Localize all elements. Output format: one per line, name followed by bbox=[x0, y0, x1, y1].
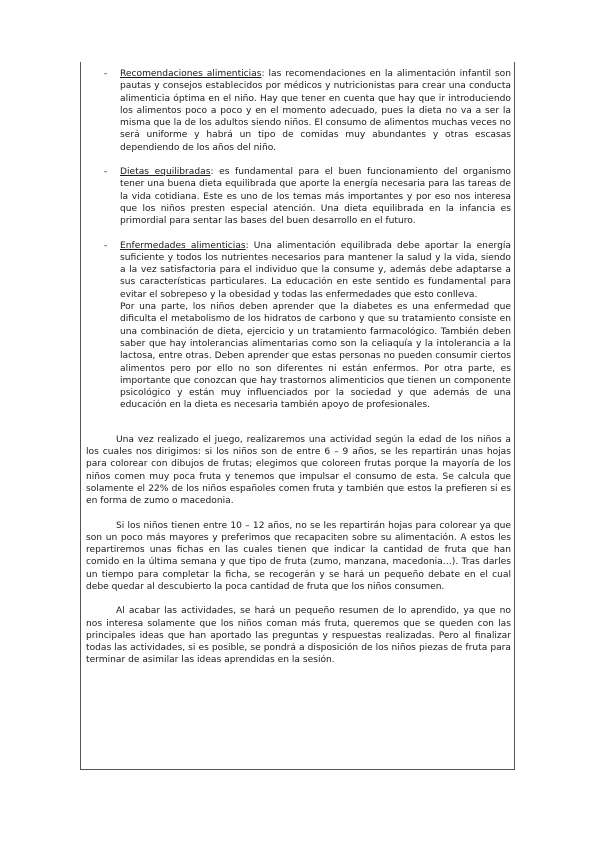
list-dash: - bbox=[104, 69, 108, 79]
paragraph-resumen: Al acabar las actividades, se hará un pequeño resumen de lo aprendido, ya que no nos interesa solamente que los niños coman más fruta, queremos que se queden con las principales ideas que han aportado las preguntas y respuestas realizadas. Pero al finalizar todas las actividades, si es posible, se pondrá a disposición de los niños piezas de fruta para terminar de asimilar las ideas aprendidas en la sesión. bbox=[86, 606, 511, 666]
list-item-body: : las recomendaciones en la alimentación infantil son pautas y consejos establecidos por médicos y nutricionistas para crear una conducta alimenticia óptima en el niño. Hay que tener en cuenta que hay que ir introduciendo los alimentos poco a poco y en el momento adecuado, pues la dieta no va a ser la misma que la de los adultos siendo niños. El consumo de alimentos muchas veces no será uniforme y habrá un tipo de comidas muy abundantes y otras escasas dependiendo de los años del niño. bbox=[120, 69, 511, 153]
list-item-extra: Por una parte, los niños deben aprender que la diabetes es una enfermedad que dificulta el metabolismo de los hidratos de carbono y que su tratamiento consiste en una combinación de dieta, ejercicio y un tratamiento farmacológico. También deben saber que hay intolerancias alimentarias como son la celiaquía y la intolerancia a la lactosa, entre otras. Deben aprender que estas personas no pueden consumir ciertos alimentos pero por ello no son diferentes ni están enfermos. Por otra parte, es importante que conozcan que hay trastornos alimenticios que tienen un componente psicológico y están muy influenciados por la sociedad y que además de una educación en la dieta es necesaria también apoyo de profesionales. bbox=[120, 302, 511, 411]
list-item-term: Enfermedades alimenticias bbox=[120, 240, 246, 251]
list-item-text bbox=[120, 166, 511, 227]
list-item-term: Dietas equilibradas bbox=[120, 167, 211, 178]
list-dash: - bbox=[104, 167, 108, 178]
list-item-body: : Una alimentación equilibrada debe aportar la energía suficiente y todos los nutrientes necesarios para mantener la salud y la vida, siendo a la vez satisfactoria para el individuo que la consume y, además debe adaptarse a sus características particulares. La educación en este sentido es fundamental para evitar el sobrepeso y la obesidad y todas las enfermedades que esto conlleva. bbox=[120, 240, 511, 300]
document-body bbox=[86, 68, 511, 679]
list-item-term: Recomendaciones alimenticias bbox=[120, 69, 262, 79]
list-item-text bbox=[120, 240, 511, 301]
paragraph-actividad-6-9: Una vez realizado el juego, realizaremos una actividad según la edad de los niños a los cuales nos dirigimos: si los niños son de entre 6 – 9 años, se les repartirán unas hojas para colorear con dibujos de frutas; elegimos que coloreen frutas porque la mayoría de los niños comen muy poca fruta y tenemos que impulsar el consumo de esta. Se calcula que solamente el 22% de los niños españoles comen fruta y también que estos la prefieren si es en forma de zumo o macedonia. bbox=[86, 434, 511, 507]
list-item-text bbox=[120, 68, 511, 154]
paragraph-actividad-10-12: Si los niños tienen entre 10 – 12 años, no se les repartirán hojas para colorear ya que son un poco más mayores y preferimos que recapaciten sobre su alimentación. A estos les repartiremos unas fichas en las cuales tienen que indicar la cantidad de fruta que han comido en la última semana y que tipo de fruta (zumo, manzana, macedonia…). Tras darles un tiempo para completar la ficha, se recogerán y se hará un pequeño debate en el cual debe quedar al descubierto la poca cantidad de fruta que los niños consumen. bbox=[86, 520, 511, 592]
list-item-body: : es fundamental para el buen funcionamiento del organismo tener una buena dieta equilibrada que aporte la energía necesaria para las tareas de la vida cotidiana. Este es uno de los temas más importantes y por eso nos interesa que los niños presten especial atención. Una dieta equilibrada en la infancia es primordial para sentar las bases del buen desarrollo en el futuro. bbox=[120, 167, 511, 227]
list-item-recomendaciones bbox=[86, 68, 511, 154]
list-item-enfermedades bbox=[86, 240, 511, 412]
list-dash: - bbox=[104, 240, 108, 251]
list-item-dietas bbox=[86, 166, 511, 227]
